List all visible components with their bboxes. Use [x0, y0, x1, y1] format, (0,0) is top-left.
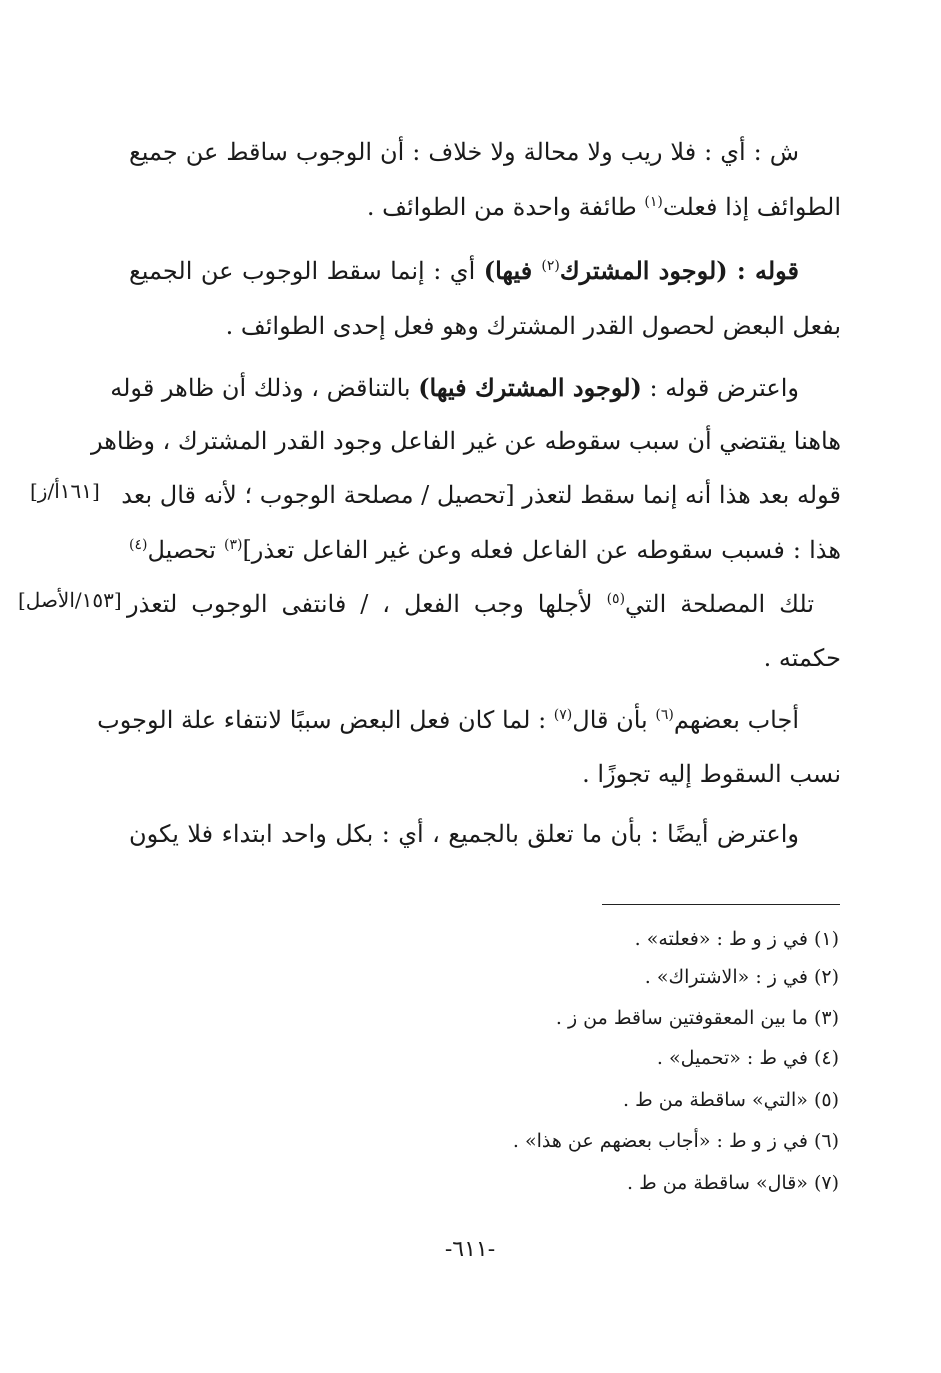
text-line	[121, 480, 841, 510]
text-segment: قوله :	[727, 256, 799, 285]
quoted-phrase: (لوجود المشترك	[559, 256, 728, 285]
text-line	[110, 373, 799, 403]
footnote: (٢) في ز : «الاشتراك» .	[644, 966, 839, 988]
page-number: -٦١١-	[444, 1237, 496, 1262]
footnote: (٦) في ز و ط : «أجاب بعضهم عن هذا» .	[512, 1130, 839, 1152]
text-segment: : لما كان فعل البعض سببًا لانتفاء علة الوجوب	[97, 706, 554, 734]
footnote-ref: (٣)	[223, 537, 243, 553]
footnote: (٧) «قال» ساقطة من ط .	[627, 1172, 839, 1194]
footnote: (٤) في ط : «تحميل» .	[656, 1047, 839, 1069]
footnote-ref: (٦)	[655, 707, 674, 723]
footnote: (٥) «التي» ساقطة من ط .	[623, 1089, 839, 1111]
text-line	[91, 426, 841, 456]
text-segment: أجاب بعضهم	[673, 706, 799, 734]
footnote-ref: (٥)	[606, 591, 626, 607]
text-segment: تحصيل	[147, 536, 224, 564]
text-segment: طائفة واحدة من الطوائف .	[366, 193, 645, 221]
footnote: (٣) ما بين المعقوفتين ساقط من ز .	[555, 1007, 839, 1029]
text-segment: حكمته .	[763, 644, 841, 672]
text-segment: لأجلها وجب الفعل ، / فانتفى الوجوب لتعذر	[127, 590, 607, 618]
text-segment: قوله بعد هذا أنه إنما سقط لتعذر [تحصيل / مصلحة الوجوب ؛ لأنه قال بعد	[121, 481, 841, 509]
text-segment: هذا : فسبب سقوطه عن الفاعل فعله وعن غير الفاعل تعذر]	[242, 536, 841, 564]
text-line	[129, 535, 841, 565]
text-line	[129, 819, 799, 849]
text-line	[129, 137, 799, 167]
text-segment: الطوائف إذا فعلت	[662, 193, 841, 221]
quoted-phrase: (لوجود المشترك فيها)	[418, 373, 642, 402]
text-segment: ش : أي : فلا ريب ولا محالة ولا خلاف : أن الوجوب ساقط عن جميع	[129, 138, 799, 166]
text-line	[97, 705, 799, 735]
text-segment: أي : إنما سقط الوجوب عن الجميع	[129, 257, 484, 285]
text-segment: نسب السقوط إليه تجوزًا .	[582, 760, 841, 788]
text-line	[129, 192, 841, 222]
text-line	[129, 311, 841, 341]
text-line	[129, 759, 841, 789]
text-line	[129, 256, 799, 286]
text-line	[129, 643, 841, 673]
text-line	[127, 589, 814, 619]
margin-note-manuscript-z: [١٦١أ/ز]	[30, 479, 100, 503]
text-segment: واعترض أيضًا : بأن ما تعلق بالجميع ، أي : بكل واحد ابتداء فلا يكون	[129, 820, 799, 848]
text-segment: تلك المصلحة التي	[625, 590, 815, 618]
footnote-ref: (٧)	[553, 707, 573, 723]
text-segment: بفعل البعض لحصول القدر المشترك وهو فعل إحدى الطوائف .	[225, 312, 841, 340]
text-segment: بالتناقض ، وذلك أن ظاهر قوله	[110, 374, 419, 402]
footnote-divider	[602, 904, 840, 905]
text-segment: بأن قال	[572, 706, 656, 734]
text-segment: هاهنا يقتضي أن سبب سقوطه عن غير الفاعل وجود القدر المشترك ، وظاهر	[91, 427, 841, 455]
footnote: (١) في ز و ط : «فعلته» .	[634, 928, 839, 950]
footnote-ref: (١)	[644, 194, 663, 210]
text-segment: واعترض قوله :	[641, 374, 799, 402]
quoted-phrase: فيها)	[483, 256, 542, 285]
margin-note-manuscript-asl: [١٥٣/الأصل]	[18, 588, 122, 612]
footnote-ref: (٢)	[541, 258, 560, 274]
footnote-ref: (٤)	[129, 537, 148, 553]
